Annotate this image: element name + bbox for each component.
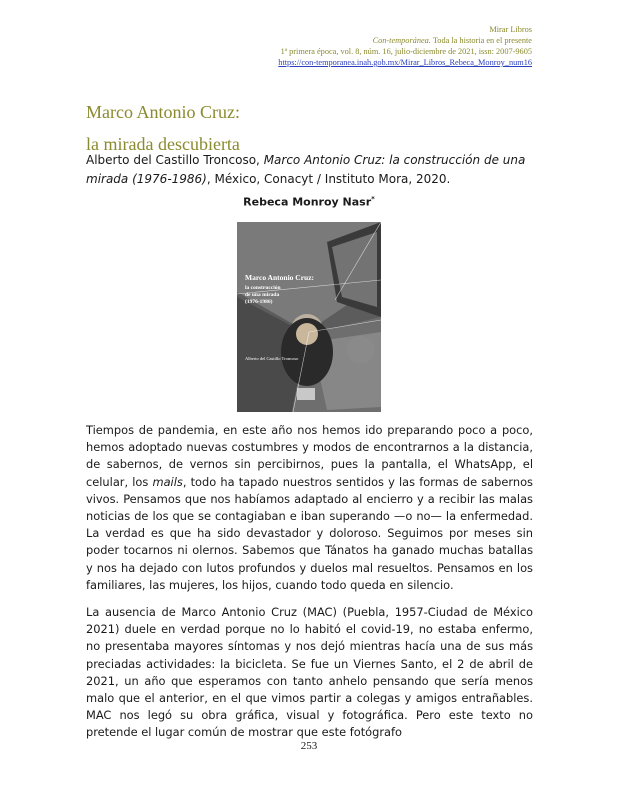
header-issue: 1ª primera época, vol. 8, núm. 16, julio-diciembre de 2021, issn: 2007-9605 bbox=[280, 47, 532, 56]
journal-name: Con-temporánea. bbox=[372, 36, 431, 45]
review-author-name: Rebeca Monroy Nasr bbox=[243, 195, 372, 209]
review-author bbox=[0, 195, 618, 209]
title-line-2: la mirada descubierta bbox=[86, 134, 240, 154]
paragraph-1-text-b: , todo ha tapado nuestros sentidos y las formas de sabernos vivos. Pensamos que nos habíamos adaptado al encierro y a recibir las malas noticias de los que se contagiaban e iban superando —o no— la enfermedad. La verdad es que ha sido devastador y doloroso. Seguimos por meses sin poder tocarnos ni olernos. Sabemos que Tánatos ha ganado muchas batallas y nos ha dejado con lutos profundos y duelos mal resueltos. Pensamos en los familiares, las mujeres, los hijos, cuando todo queda en silencio. bbox=[86, 474, 533, 592]
reference-book-title: Marco Antonio Cruz: la construcción de una mirada (1976-1986) bbox=[86, 153, 526, 186]
footnote-marker[interactable]: * bbox=[371, 195, 375, 203]
page-number: 253 bbox=[300, 740, 318, 752]
reference-author: Alberto del Castillo Troncoso, bbox=[86, 153, 264, 167]
header-section: Mirar Libros bbox=[489, 25, 532, 34]
book-reference bbox=[86, 151, 533, 189]
title-line-1: Marco Antonio Cruz: bbox=[86, 102, 240, 122]
header-journal bbox=[192, 35, 532, 46]
running-header bbox=[192, 24, 532, 68]
journal-tagline: Toda la historia en el presente bbox=[430, 36, 532, 45]
cover-subtitle-1: la construcción bbox=[245, 285, 281, 291]
cover-title: Marco Antonio Cruz: bbox=[245, 273, 315, 282]
cover-book-author: Alberto del Castillo Troncoso bbox=[245, 356, 299, 361]
paragraph-1-text-a: Tiempos de pandemia, en este año nos hemos ido preparando poco a poco, hemos adoptado nuevas costumbres y modos de encontrarnos a la distancia, de sabernos, de vernos sin percibirnos, pues la pantalla, el WhatsApp, el celular, los bbox=[86, 423, 533, 489]
header-url-link[interactable]: https://con-temporanea.inah.gob.mx/Mirar_Libros_Rebeca_Monroy_num16 bbox=[278, 58, 532, 67]
paragraph-1-emphasis: mails bbox=[152, 474, 183, 489]
cover-years: (1976-1986) bbox=[245, 299, 273, 305]
reference-publisher: , México, Conacyt / Instituto Mora, 2020. bbox=[206, 172, 451, 186]
book-cover-image bbox=[237, 222, 381, 412]
paragraph-1 bbox=[86, 422, 533, 594]
cover-subtitle-2: de una mirada bbox=[245, 292, 280, 298]
paragraph-2: La ausencia de Marco Antonio Cruz (MAC) (Puebla, 1957-Ciudad de México 2021) duele en verdad porque no lo habitó el covid-19, no estaba enfermo, no presentaba mayores síntomas y nos dejó mientras hacía una de sus más preciadas actividades: la bicicleta. Se fue un Viernes Santo, el 2 de abril de 2021, un año que esperamos con tanto anhelo pensando que sería menos malo que el anterior, en el que vimos partir a colegas y amigos entrañables. MAC nos legó su obra gráfica, visual y fotográfica. Pero este texto no pretende el lugar común de mostrar que este fotógrafo bbox=[86, 605, 533, 740]
